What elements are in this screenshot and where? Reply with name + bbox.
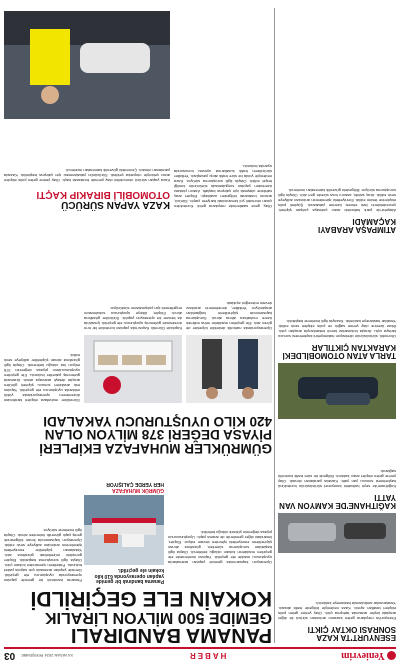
red-caption bbox=[84, 481, 164, 493]
seizure-headline bbox=[4, 415, 272, 456]
seizure-body-col-3: Operasyonlarda narkotik dedektör köpekler de görev aldı. Ele geçirilen maddeler imha edilmek üzere muhafaza altına alındı. Soruşturma kapsamında şüphelilerin bağlantıları araştırılıyor. Yetkililer, denetimlerin aralıksız devam edeceğini açıkladı. bbox=[186, 301, 272, 331]
logo bbox=[341, 651, 396, 662]
seizure-body-col-1: Gümrükler muhafaza ekipleri tarafından düzenlenen operasyonlarda yüklü miktarda uyuşturucu ele geçirildi. Yapılan risk analizleri sonucu şüpheli görülen araçlar detaylı aramaya alındı. Aramada gizlenmiş paketler bulundu. Ele geçirilen uyuşturucuların piyasa değerinin 378 milyon lira olduğu belirlendi. Olayla ilgili gözaltına alınan şüpheliler adliyeye sevk edildi. bbox=[4, 353, 80, 403]
ship-photo bbox=[84, 495, 164, 565]
side-story-2-body: Kağıthane'de seyir halindeki kamyonet sürücüsünün kontrolünü kaybetmesi sonucu yan yattı. Kazada yaralanan olmadı. Olay yerine gelen ekipler aracı kaldırdı. Bölgede bir süre trafik kontrollü sağlandı. bbox=[278, 469, 396, 489]
headline-line-1: PANAMA BANDIRALI bbox=[70, 624, 272, 646]
police-body: Kaza yapan sürücü otomobilini olay yerinde bırakarak kaçtı. Olay yerine gelen polis ekipleri aracı çekiciyle otoparka çektirdi. Sürücünün yakalanması için çalışma başlatıldı. Kazada yaralanan olmadı. Çevredeki güvenlik kameraları incelendi. bbox=[4, 168, 170, 183]
side-story-3-photo bbox=[278, 363, 396, 419]
column-divider bbox=[274, 8, 275, 643]
section-label: HABER bbox=[187, 651, 227, 661]
logo-text: Yenievrim bbox=[341, 650, 385, 662]
main-body-col-1: Panama bandıralı bir gemide yapılan operasyonda uyuşturucu ele geçirildi. Gemide yapılan aramada çok sayıda paket bulundu. Paketlerin içerisinden kokain çıktı. Olayla ilgili soruşturma başlatıldı. Ekipler gemideki mürettebatı gözaltına aldı. Yakalanan şüpheliler emniyetteki işlemlerinin ardından adliyeye sevk edildi. Operasyon kapsamında liman bölgesinde geniş çaplı güvenlik önlemleri alındı. Olayla ilgili inceleme sürüyor. bbox=[4, 528, 82, 583]
police-car-image bbox=[4, 11, 170, 119]
logo-icon bbox=[387, 652, 396, 661]
seizure-body-col-2: Kapıkule Gümrük Kapısı'nda yapılan kontrolde bir tırın dorsesinde gizlenmiş uyuşturucu ele geçirildi. İpsala'da da benzer bir operasyon yapıldı. Sürücüler gözaltına alındı. Ekipler, ülkeye uyuşturucu sokulmasını engellemek için çalışmalarını sürdürüyor. bbox=[84, 306, 182, 331]
headline-line-2: GEMİDE 500 MİLYON LİRALIK bbox=[45, 609, 272, 626]
drug-packages-image bbox=[84, 335, 182, 403]
red-caption-2: HER YERDE ÇALIŞIYOR bbox=[106, 481, 164, 487]
police-line-2: OTOMOBİLİ BIRAKIP KAÇTI bbox=[36, 189, 170, 200]
police-headline bbox=[4, 189, 170, 209]
main-lead: Panama bandıralı bir gemide yapılan operasyonda 610 kilo kokain ele geçirildi. bbox=[94, 567, 164, 584]
crash-image bbox=[278, 513, 396, 553]
seizure-line-2: PİYASA DEĞERİ 378 MİLYON OLAN bbox=[44, 427, 272, 443]
side-story-1-photo bbox=[278, 513, 396, 553]
seizure-line-1: GÜMRÜKLER MUHAFAZA EKİPLERİ bbox=[39, 441, 272, 456]
headline-line-3: KOKAİN ELE GEÇİRİLDİ bbox=[30, 587, 272, 610]
seizure-line-3: 420 KİLO UYUŞTURUCU YAKALADI bbox=[43, 414, 272, 429]
side-story-1-title: ESENYURT'TA KAZA SONRASI OKTAY ÇIKTI bbox=[307, 625, 396, 642]
side-story-3-title: TARLA ATAN OTOMOBİLDEKİ KARAKTAN ÇIKTILAR bbox=[282, 343, 396, 360]
side-story-4-body: Ataşehir'de park halindeki aracı çalmaya çalışan şüpheli, çevredekilerin fark etmesi üzerine yakalandı. Şüpheli polis ekiplerine teslim edildi. Emniyetteki işlemlerinin ardından adliyeye sevk edildi. Araç sahibi, aracını kısa sürede geri aldı. Olayla ilgili soruşturma sürüyor. Bölgedeki güvenlik kameraları incelendi. bbox=[278, 188, 396, 213]
side-story-4-title: ATIMPAŞA ARABAYI KAÇAMADI bbox=[318, 217, 396, 234]
car-field-image bbox=[278, 363, 396, 419]
side-story-2-title: KAĞITHANE'DE KAMYON VAN YATTI bbox=[279, 493, 396, 510]
red-caption-1: GÜMRÜK MUHAFAZA bbox=[112, 487, 164, 493]
seizure-photo-1 bbox=[84, 335, 182, 403]
main-headline bbox=[4, 588, 272, 645]
bottom-body-col: Olay, gece saatlerinde meydana geldi. Kontrolden çıkan otomobil yol kenarındaki bariyere çarptı. Sürücü, aracını bırakarak bölgeden uzaklaştı. Ekipler araç sahibine ulaşmak için çalışma başlattı. Aracın plakası üzerinden yapılan sorgulamada sürücünün kimliği tespit edildi. Olayla ilgili soruşturma sürüyor. Kaza nedeniyle yolda bir süre trafik akışı yavaşladı. Yetkililer sürücülerin trafik kurallarına uyması konusunda uyarıda bulundu. bbox=[174, 164, 272, 209]
seizure-photo-2 bbox=[186, 335, 272, 403]
side-story-1-body: Esenyurt'ta meydana gelen kazanın ardından sürücü ile diğer araçtaki kişiler arasında tartışma çıktı. Olay yerine gelen polis ekipleri tarafları ayırdı. Kaza nedeniyle bölgede trafik aksadı. Yaralananlar ambulansla hastaneye kaldırıldı. bbox=[278, 601, 396, 621]
police-photo bbox=[4, 11, 170, 119]
issue-date: XX NİSAN 2024 PERŞEMBE bbox=[21, 653, 74, 659]
ship-image bbox=[84, 495, 164, 565]
page-header bbox=[4, 647, 396, 663]
main-body-col-2: Operasyon kapsamında gemide yapılan aramalarda uyuşturucu madde ele geçirildi. Yapılan incelemede ele geçirilen maddenin kokain olduğu belirlendi. Olayla ilgili başlatılan soruşturma sürerken, gözaltına alınan şüphelilerin emniyetteki işlemleri devam ediyor. Ekipler, limandaki diğer gemilerde de arama yaptı. Uyuşturucunun piyasa değerinin yüksek olduğu belirtildi. bbox=[168, 530, 272, 565]
suspects-image bbox=[186, 335, 272, 403]
side-story-3-body: Otomobil, sürücüsünün direksiyon hakimiyetini kaybetmesi sonucu tarlaya uçtu. Araçta bulunanlar kendi imkanlarıyla araçtan çıktı. İhbar üzerine olay yerine sağlık ve polis ekipleri sevk edildi. Yaralılar hastaneye kaldırıldı. Kazayla ilgili inceleme başlatıldı. bbox=[278, 319, 396, 339]
police-line-1: KAZA YAPAN SÜRÜCÜ bbox=[61, 199, 170, 210]
page-number: 03 bbox=[4, 650, 16, 662]
